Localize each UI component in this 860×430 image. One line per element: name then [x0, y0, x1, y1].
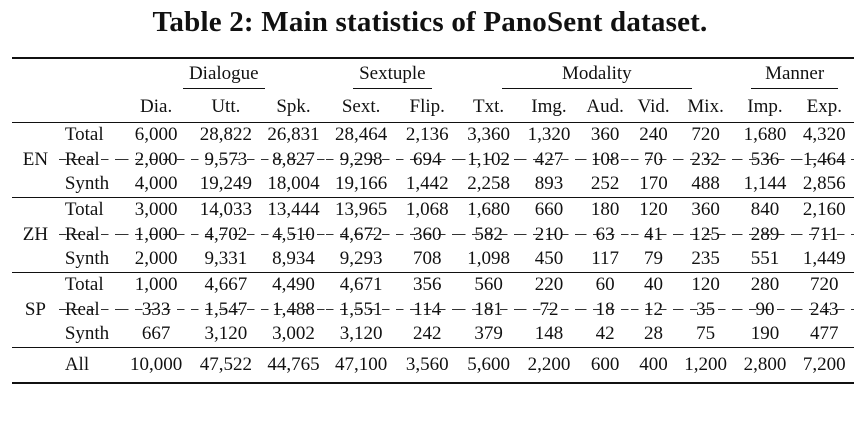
- row-label: All: [59, 347, 121, 383]
- table-cell: 551: [750, 248, 780, 270]
- group-dialogue: Dialogue: [121, 58, 326, 92]
- table-cell: 243: [795, 297, 854, 322]
- table-row: [12, 297, 854, 322]
- table-cell: 181: [458, 297, 518, 322]
- table-cell: 35: [676, 297, 735, 322]
- table-cell: 720: [795, 272, 854, 297]
- table-cell: 1,680: [735, 122, 794, 147]
- group-header-row: [12, 58, 854, 92]
- table-cell: 41: [631, 222, 676, 247]
- table-cell: 242: [412, 323, 442, 345]
- table-cell: 9,331: [204, 248, 248, 270]
- table-cell: 108: [579, 147, 631, 172]
- table-cell: 8,934: [272, 248, 315, 270]
- table-cell: 2,200: [519, 347, 579, 383]
- table-row: [12, 272, 854, 297]
- table-cell: 1,551: [326, 297, 396, 322]
- table-body: [12, 122, 854, 383]
- col-header: Flip.: [409, 95, 445, 117]
- table-cell: 1,102: [458, 147, 518, 172]
- table-cell: 148: [534, 323, 564, 345]
- table-cell: 19,166: [335, 173, 388, 195]
- table-cell: 1,449: [802, 248, 846, 270]
- table-cell: 28,822: [191, 122, 261, 147]
- table-cell: 10,000: [121, 347, 191, 383]
- row-label: Total: [59, 272, 121, 297]
- row-label: Real: [59, 222, 121, 247]
- col-header: Img.: [531, 95, 567, 117]
- table-cell: 3,002: [272, 323, 315, 345]
- table-cell: 4,667: [191, 272, 261, 297]
- row-label: Real: [59, 297, 121, 322]
- table-cell: 694: [396, 147, 458, 172]
- table-cell: 427: [519, 147, 579, 172]
- language-label: ZH: [12, 197, 59, 272]
- table-cell: 3,120: [339, 323, 383, 345]
- table-cell: 333: [121, 297, 191, 322]
- table-caption: Table 2: Main statistics of PanoSent dataset.: [152, 6, 708, 38]
- col-header: Mix.: [687, 95, 724, 117]
- table-cell: 79: [644, 248, 664, 270]
- table-cell: 711: [795, 222, 854, 247]
- table-cell: 477: [810, 323, 839, 345]
- table-cell: 117: [591, 248, 620, 270]
- table-cell: 3,560: [396, 347, 458, 383]
- table-cell: 2,136: [396, 122, 458, 147]
- table-cell: 8,827: [261, 147, 327, 172]
- table-cell: 280: [735, 272, 794, 297]
- table-cell: 13,965: [326, 197, 396, 222]
- table-cell: 63: [579, 222, 631, 247]
- table-cell: 47,522: [191, 347, 261, 383]
- table-cell: 356: [396, 272, 458, 297]
- table-cell: 40: [631, 272, 676, 297]
- col-header: Dia.: [140, 95, 173, 117]
- table-row: [12, 247, 854, 272]
- table-cell: 44,765: [261, 347, 327, 383]
- table-cell: 4,000: [134, 173, 178, 195]
- table-cell: 708: [412, 248, 442, 270]
- table-cell: 289: [735, 222, 794, 247]
- table-cell: 4,671: [326, 272, 396, 297]
- table-cell: 1,464: [795, 147, 854, 172]
- col-header: Exp.: [806, 95, 842, 117]
- col-header: Imp.: [747, 95, 783, 117]
- table-cell: 1,200: [676, 347, 735, 383]
- table-cell: 2,000: [134, 248, 178, 270]
- table-cell: 28: [644, 323, 664, 345]
- table-cell: 379: [474, 323, 503, 345]
- table-cell: 120: [631, 197, 676, 222]
- col-header: Utt.: [211, 95, 241, 117]
- table-cell: 3,360: [458, 122, 518, 147]
- table-cell: 72: [519, 297, 579, 322]
- table-cell: 252: [590, 173, 620, 195]
- table-cell: 75: [696, 323, 716, 345]
- table-cell: 360: [579, 122, 631, 147]
- row-label: Total: [59, 122, 121, 147]
- table-cell: 4,490: [261, 272, 327, 297]
- table-cell: 720: [676, 122, 735, 147]
- col-header: Sext.: [341, 95, 381, 117]
- column-header-row: [12, 92, 854, 122]
- statistics-table: [12, 57, 854, 384]
- table-cell: 19,249: [199, 173, 252, 195]
- table-cell: 70: [631, 147, 676, 172]
- table-cell: 893: [534, 173, 564, 195]
- table-cell: 2,258: [467, 173, 510, 195]
- col-header: Aud.: [586, 95, 624, 117]
- table-cell: 90: [735, 297, 794, 322]
- table-row: [12, 147, 854, 172]
- group-manner: Manner: [735, 58, 854, 92]
- table-cell: 560: [458, 272, 518, 297]
- table-cell: 26,831: [261, 122, 327, 147]
- col-header: Vid.: [637, 95, 670, 117]
- table-row: [12, 172, 854, 197]
- table-cell: 14,033: [191, 197, 261, 222]
- row-label: Synth: [64, 248, 110, 270]
- table-cell: 28,464: [326, 122, 396, 147]
- table-cell: 1,068: [396, 197, 458, 222]
- language-label: EN: [12, 122, 59, 197]
- table-cell: 2,856: [802, 173, 846, 195]
- table-cell: 7,200: [795, 347, 854, 383]
- table-cell: 232: [676, 147, 735, 172]
- table-cell: 9,573: [191, 147, 261, 172]
- table-cell: 13,444: [261, 197, 327, 222]
- group-sextuple: Sextuple: [326, 58, 458, 92]
- row-label: Total: [59, 197, 121, 222]
- table-cell: 2,800: [735, 347, 794, 383]
- table-cell: 1,000: [121, 222, 191, 247]
- table-cell: 1,680: [458, 197, 518, 222]
- table-cell: 4,510: [261, 222, 327, 247]
- table-cell: 5,600: [458, 347, 518, 383]
- table-row: [12, 197, 854, 222]
- table-cell: 125: [676, 222, 735, 247]
- table-cell: 4,702: [191, 222, 261, 247]
- table-cell: 18,004: [267, 173, 320, 195]
- col-header: Txt.: [473, 95, 505, 117]
- table-cell: 170: [639, 173, 668, 195]
- table-cell: 240: [631, 122, 676, 147]
- table-row: [12, 222, 854, 247]
- table-cell: 1,144: [743, 173, 787, 195]
- language-label: SP: [12, 272, 59, 347]
- table-cell: 18: [579, 297, 631, 322]
- table-cell: 360: [676, 197, 735, 222]
- table-cell: 114: [396, 297, 458, 322]
- all-row: [12, 347, 854, 383]
- row-label: Synth: [64, 173, 110, 195]
- table-cell: 235: [691, 248, 720, 270]
- table-cell: 1,000: [121, 272, 191, 297]
- table-cell: 4,320: [795, 122, 854, 147]
- table-cell: 840: [735, 197, 794, 222]
- table-cell: 12: [631, 297, 676, 322]
- table-cell: 60: [579, 272, 631, 297]
- table-cell: 120: [676, 272, 735, 297]
- empty-cell: [12, 347, 59, 383]
- table-row: [12, 322, 854, 347]
- table-cell: 1,547: [191, 297, 261, 322]
- table-cell: 360: [396, 222, 458, 247]
- table-cell: 1,488: [261, 297, 327, 322]
- table-cell: 1,442: [405, 173, 449, 195]
- col-header: Spk.: [276, 95, 311, 117]
- table-cell: 180: [579, 197, 631, 222]
- table-cell: 2,160: [795, 197, 854, 222]
- group-modality: Modality: [458, 58, 735, 92]
- table-cell: 582: [458, 222, 518, 247]
- table-cell: 47,100: [326, 347, 396, 383]
- table-cell: 450: [534, 248, 564, 270]
- table-cell: 400: [631, 347, 676, 383]
- table-cell: 667: [141, 323, 171, 345]
- table-cell: 1,320: [519, 122, 579, 147]
- table-cell: 600: [579, 347, 631, 383]
- row-label: Synth: [64, 323, 110, 345]
- row-label: Real: [59, 147, 121, 172]
- table-cell: 3,000: [121, 197, 191, 222]
- table-cell: 3,120: [204, 323, 248, 345]
- table-cell: 9,293: [339, 248, 383, 270]
- table-cell: 6,000: [121, 122, 191, 147]
- table-cell: 4,672: [326, 222, 396, 247]
- table-cell: 9,298: [326, 147, 396, 172]
- table-cell: 660: [519, 197, 579, 222]
- table-cell: 42: [595, 323, 615, 345]
- table-cell: 190: [750, 323, 780, 345]
- table-cell: 1,098: [467, 248, 510, 270]
- table-cell: 210: [519, 222, 579, 247]
- table-cell: 2,000: [121, 147, 191, 172]
- table-cell: 220: [519, 272, 579, 297]
- table-cell: 488: [691, 173, 720, 195]
- table-row: [12, 122, 854, 147]
- table-cell: 536: [735, 147, 794, 172]
